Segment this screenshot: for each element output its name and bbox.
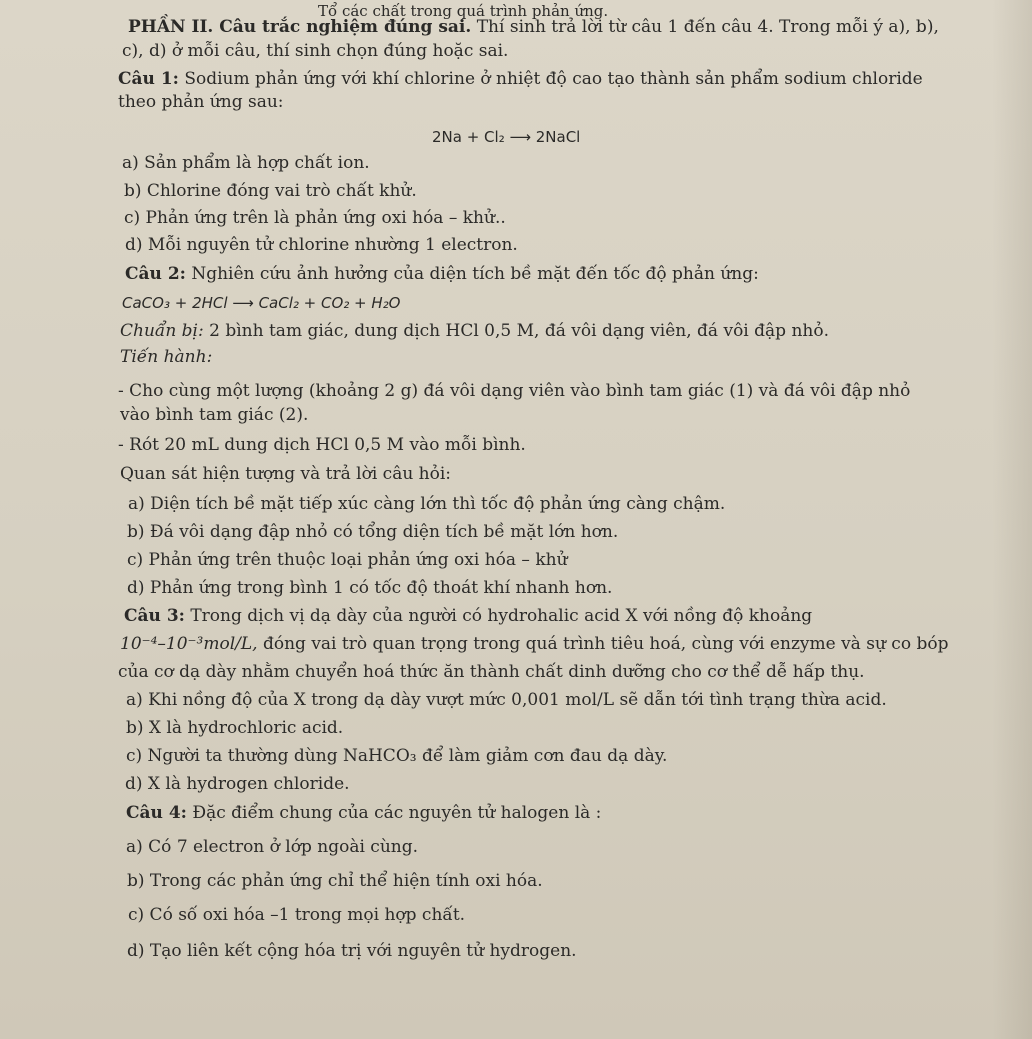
- q2-text: Nghiên cứu ảnh hưởng của diện tích bề mặt đến tốc độ phản ứng:: [185, 264, 759, 284]
- q3-option-d: d) X là hydrogen chloride.: [125, 774, 350, 794]
- q3-label: Câu 3:: [124, 606, 185, 626]
- q3-option-c: c) Người ta thường dùng NaHCO₃ để làm giảm cơn đau dạ dày.: [126, 746, 668, 766]
- q2-option-b: b) Đá vôi dạng đập nhỏ có tổng diện tích bề mặt lớn hơn.: [127, 522, 619, 542]
- q4-option-b: b) Trong các phản ứng chỉ thể hiện tính oxi hóa.: [127, 871, 543, 891]
- q3-text-2: [120, 633, 948, 655]
- q2-prep-label: Chuẩn bị:: [120, 321, 204, 341]
- q1-option-d: d) Mỗi nguyên tử chlorine nhường 1 electron.: [125, 235, 518, 255]
- q3-text-3: của cơ dạ dày nhằm chuyển hoá thức ăn thành chất dinh dưỡng cho cơ thể dễ hấp thụ.: [118, 662, 865, 682]
- q2-step1-1: - Cho cùng một lượng (khoảng 2 g) đá vôi dạng viên vào bình tam giác (1) và đá vôi đập nhỏ: [118, 381, 911, 401]
- q1-text-1: [118, 68, 923, 90]
- q2-option-c: c) Phản ứng trên thuộc loại phản ứng oxi hóa – khử: [127, 550, 568, 570]
- q2-text-1: [125, 263, 759, 285]
- q3-option-b: b) X là hydrochloric acid.: [126, 718, 344, 738]
- q4-text-1: [126, 802, 601, 824]
- q2-observe: Quan sát hiện tượng và trả lời câu hỏi:: [120, 464, 452, 484]
- q2-label: Câu 2:: [125, 264, 186, 284]
- q4-option-d: d) Tạo liên kết cộng hóa trị với nguyên tử hydrogen.: [127, 941, 577, 961]
- page-shadow: [992, 0, 1032, 1039]
- q2-equation: CaCO₃ + 2HCl ⟶ CaCl₂ + CO₂ + H₂O: [122, 294, 401, 312]
- q3-concentration: 10⁻⁴–10⁻³mol/L,: [120, 634, 258, 654]
- q4-option-c: c) Có số oxi hóa –1 trong mọi hợp chất.: [128, 905, 466, 925]
- q2-proc-label: Tiến hành:: [120, 347, 213, 367]
- q1-option-b: b) Chlorine đóng vai trò chất khử.: [124, 181, 417, 201]
- section-intro-1: Thí sinh trả lời từ câu 1 đến câu 4. Trong mỗi ý a), b),: [471, 17, 939, 37]
- q1-text: Sodium phản ứng với khí chlorine ở nhiệt độ cao tạo thành sản phẩm sodium chloride: [178, 69, 923, 89]
- q4-label: Câu 4:: [126, 803, 187, 823]
- top-fragment: Tổ các chất trong quá trình phản ứng.: [318, 2, 609, 20]
- q4-option-a: a) Có 7 electron ở lớp ngoài cùng.: [126, 837, 419, 857]
- q1-option-a: a) Sản phẩm là hợp chất ion.: [122, 153, 370, 173]
- section-title: PHẦN II. Câu trắc nghiệm đúng sai.: [128, 17, 472, 37]
- q3-text-2-rest: đóng vai trò quan trọng trong quá trình tiêu hoá, cùng với enzyme và sự co bóp: [257, 634, 949, 654]
- q3-text-1: [124, 605, 812, 627]
- section-intro-2: c), d) ở mỗi câu, thí sinh chọn đúng hoặc sai.: [122, 41, 509, 61]
- q1-label: Câu 1:: [118, 69, 179, 89]
- q1-equation: 2Na + Cl₂ ⟶ 2NaCl: [432, 128, 581, 146]
- q2-prep: [120, 320, 829, 342]
- q1-text-2: theo phản ứng sau:: [118, 92, 284, 112]
- q3-option-a: a) Khi nồng độ của X trong dạ dày vượt mức 0,001 mol/L sẽ dẫn tới tình trạng thừa acid.: [126, 690, 887, 710]
- q2-prep-text: 2 bình tam giác, dung dịch HCl 0,5 M, đá vôi dạng viên, đá vôi đập nhỏ.: [203, 321, 829, 341]
- q3-text: Trong dịch vị dạ dày của người có hydrohalic acid X với nồng độ khoảng: [184, 606, 813, 626]
- q2-option-a: a) Diện tích bề mặt tiếp xúc càng lớn thì tốc độ phản ứng càng chậm.: [128, 494, 726, 514]
- q2-step2: - Rót 20 mL dung dịch HCl 0,5 M vào mỗi bình.: [118, 435, 526, 455]
- q1-option-c: c) Phản ứng trên là phản ứng oxi hóa – khử..: [124, 208, 506, 228]
- q4-text: Đặc điểm chung của các nguyên tử halogen là :: [186, 803, 602, 823]
- q2-option-d: d) Phản ứng trong bình 1 có tốc độ thoát khí nhanh hơn.: [127, 578, 613, 598]
- section-header: [128, 16, 939, 38]
- q2-step1-2: vào bình tam giác (2).: [120, 405, 309, 425]
